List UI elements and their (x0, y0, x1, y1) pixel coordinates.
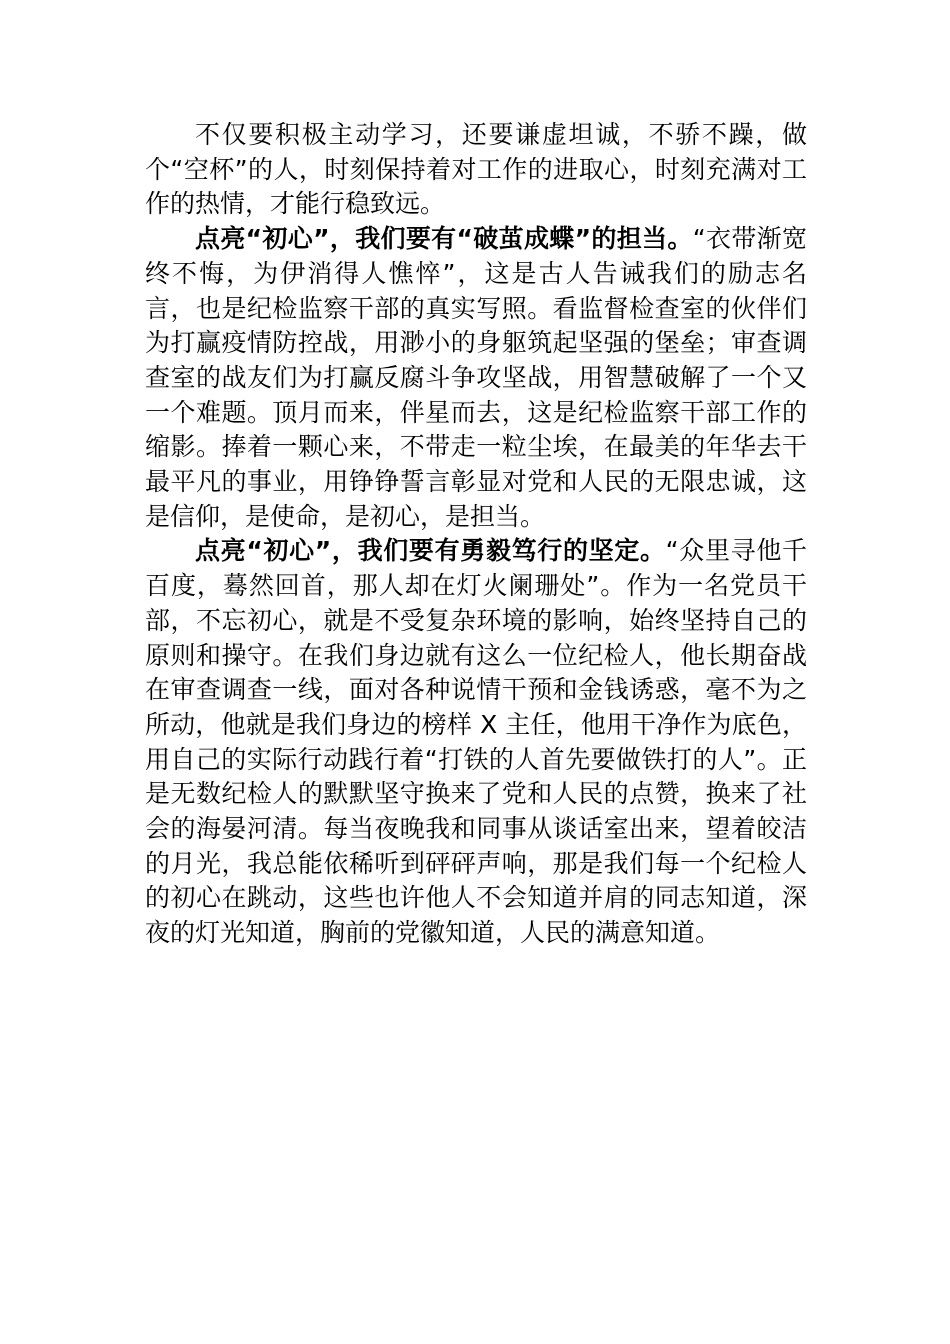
paragraph-2 (145, 222, 807, 534)
paragraph-3-lead: 点亮“初心”，我们要有勇毅笃行的坚定。 (195, 536, 666, 566)
paragraph-2-lead: 点亮“初心”，我们要有“破茧成蝶”的担当。 (195, 224, 693, 254)
paragraph-3 (145, 534, 807, 950)
paragraph-1 (145, 118, 807, 222)
paragraph-1-text: 不仅要积极主动学习，还要谦虚坦诚，不骄不躁，做个“空杯”的人，时刻保持着对工作的进取心，时刻充满对工作的热情，才能行稳致远。 (145, 120, 807, 219)
paragraph-3-text: “众里寻他千百度，蓦然回首，那人却在灯火阑珊处”。作为一名党员干部，不忘初心，就是不受复杂环境的影响，始终坚持自己的原则和操守。在我们身边就有这么一位纪检人，他长期奋战在审查调查一线，面对各种说情干预和金钱诱惑，毫不为之所动，他就是我们身边的榜样 X 主任，他用干净作为底色，用自己的实际行动践行着“打铁的人首先要做铁打的人”。正是无数纪检人的默默坚守换来了党和人民的点赞，换来了社会的海晏河清。每当夜晚我和同事从谈话室出来，望着皎洁的月光，我总能依稀听到砰砰声响，那是我们每一个纪检人的初心在跳动，这些也许他人不会知道并肩的同志知道，深夜的灯光知道，胸前的党徽知道，人民的满意知道。 (145, 536, 807, 948)
document-body (145, 118, 807, 951)
paragraph-2-text: “衣带渐宽终不悔，为伊消得人憔悴”，这是古人告诫我们的励志名言，也是纪检监察干部的真实写照。看监督检查室的伙伴们为打赢疫情防控战，用渺小的身躯筑起坚强的堡垒；审查调查室的战友们为打赢反腐斗争攻坚战，用智慧破解了一个又一个难题。顶月而来，伴星而去，这是纪检监察干部工作的缩影。捧着一颗心来，不带走一粒尘埃，在最美的年华去干最平凡的事业，用铮铮誓言彰显对党和人民的无限忠诚，这是信仰，是使命，是初心，是担当。 (145, 224, 808, 531)
